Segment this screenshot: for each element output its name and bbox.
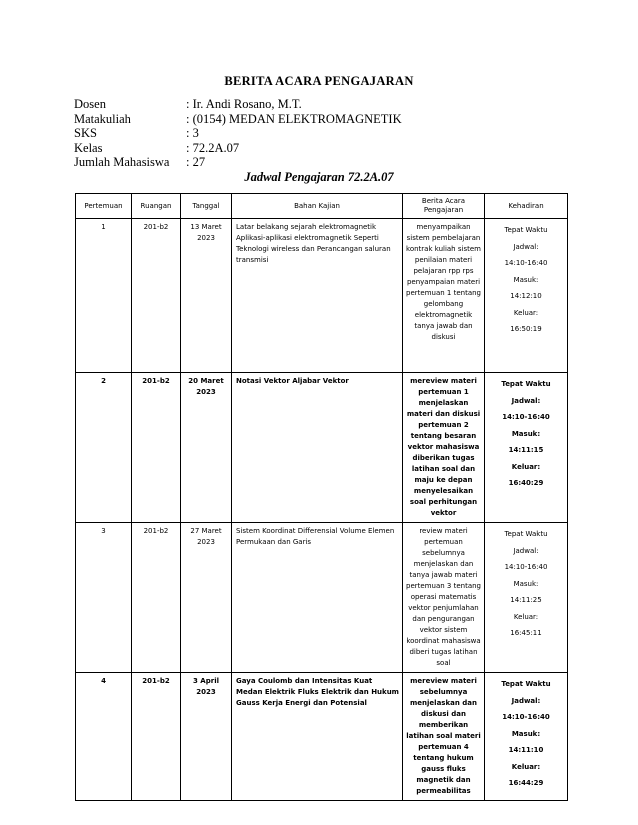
cell-ruangan: 201-b2 bbox=[132, 219, 181, 373]
attendance-value: 16:44:29 bbox=[508, 779, 544, 787]
attendance-value: 14:10-16:40 bbox=[504, 259, 548, 267]
cell-ruangan: 201-b2 bbox=[132, 673, 181, 801]
info-label: Jumlah Mahasiswa bbox=[74, 155, 170, 169]
cell-berita-acara: mereview materi pertemuan 1 menjelaskan materi dan diskusi pertemuan 2 tentang besaran vektor mahasiswa diberikan tugas latihan soal dan maju ke depan menyelesaikan soal perhitungan vektor bbox=[403, 373, 485, 523]
info-label: Kelas bbox=[74, 140, 103, 155]
attendance-value: 16:50:19 bbox=[510, 325, 542, 333]
cell-ruangan: 201-b2 bbox=[132, 373, 181, 523]
info-row-jumlah-mahasiswa bbox=[74, 155, 402, 170]
cell-bahan-kajian: Latar belakang sejarah elektromagnetik Aplikasi-aplikasi elektromagnetik Seperti Teknologi wireless dan Perancangan saluran transmisi bbox=[232, 219, 403, 373]
attendance-label: Keluar: bbox=[511, 462, 541, 471]
page-title: BERITA ACARA PENGAJARAN bbox=[224, 74, 414, 88]
cell-kehadiran bbox=[485, 523, 568, 673]
attendance-value: 16:45:11 bbox=[510, 629, 542, 637]
info-label: Matakuliah bbox=[74, 111, 131, 126]
cell-pertemuan: 1 bbox=[76, 219, 132, 373]
cell-kehadiran bbox=[485, 673, 568, 801]
attendance-label: Masuk: bbox=[511, 429, 541, 438]
cell-pertemuan: 2 bbox=[76, 373, 132, 523]
schedule-title: Jadwal Pengajaran 72.2A.07 bbox=[244, 170, 394, 184]
header-tanggal: Tanggal bbox=[181, 194, 232, 219]
attendance-status: Tepat Waktu bbox=[501, 380, 551, 388]
cell-bahan-kajian: Sistem Koordinat Differensial Volume Elemen Permukaan dan Garis bbox=[232, 523, 403, 673]
header-bahan-kajian: Bahan Kajian bbox=[232, 194, 403, 219]
info-value: : 3 bbox=[186, 126, 199, 140]
cell-berita-acara: review materi pertemuan sebelumnya menjelaskan dan tanya jawab materi pertemuan 3 tentang operasi matematis vektor penjumlahan dan pengurangan vektor sistem koordinat mahasiswa diberi tugas latihan soal bbox=[403, 523, 485, 673]
cell-bahan-kajian: Gaya Coulomb dan Intensitas Kuat Medan Elektrik Fluks Elektrik dan Hukum Gauss Kerja Energi dan Potensial bbox=[232, 673, 403, 801]
cell-ruangan: 201-b2 bbox=[132, 523, 181, 673]
attendance-value: 14:10-16:40 bbox=[502, 413, 550, 421]
table-header-row bbox=[76, 194, 568, 219]
attendance-value: 14:10-16:40 bbox=[502, 713, 550, 721]
attendance-value: 14:11:15 bbox=[508, 446, 544, 454]
cell-tanggal: 27 Maret 2023 bbox=[181, 523, 232, 673]
attendance-value: 14:11:25 bbox=[510, 596, 542, 604]
attendance-value: 14:10-16:40 bbox=[504, 563, 548, 571]
cell-bahan-kajian: Notasi Vektor Aljabar Vektor bbox=[232, 373, 403, 523]
info-value: : Ir. Andi Rosano, M.T. bbox=[186, 97, 302, 111]
cell-berita-acara: mereview materi sebelumnya menjelaskan dan diskusi dan memberikan latihan soal materi pertemuan 4 tentang hukum gauss fluks magnetik dan permeabilitas bbox=[403, 673, 485, 801]
table-row bbox=[76, 673, 568, 801]
cell-tanggal: 13 Maret 2023 bbox=[181, 219, 232, 373]
attendance-value: 14:11:10 bbox=[508, 746, 544, 754]
info-row-sks bbox=[74, 126, 402, 141]
header-kehadiran: Kehadiran bbox=[485, 194, 568, 219]
cell-kehadiran bbox=[485, 373, 568, 523]
schedule-table bbox=[75, 193, 568, 801]
header-ruangan: Ruangan bbox=[132, 194, 181, 219]
attendance-label: Keluar: bbox=[513, 308, 539, 317]
header-pertemuan: Pertemuan bbox=[76, 194, 132, 219]
info-value: : 72.2A.07 bbox=[186, 140, 240, 155]
attendance-label: Keluar: bbox=[513, 612, 539, 621]
info-label: SKS bbox=[74, 126, 97, 140]
cell-berita-acara: menyampaikan sistem pembelajaran kontrak kuliah sistem penilaian materi pelajaran rpp rps penyampaian materi pertemuan 1 tentang gelombang elektromagnetik tanya jawab dan diskusi bbox=[403, 219, 485, 373]
attendance-label: Keluar: bbox=[511, 762, 541, 771]
header-berita-acara: Berita Acara Pengajaran bbox=[403, 194, 485, 219]
info-row-dosen bbox=[74, 97, 402, 112]
cell-tanggal: 3 April 2023 bbox=[181, 673, 232, 801]
attendance-label: Masuk: bbox=[511, 729, 541, 738]
attendance-label: Jadwal: bbox=[511, 396, 541, 405]
cell-kehadiran bbox=[485, 219, 568, 373]
attendance-label: Masuk: bbox=[513, 579, 539, 588]
cell-tanggal: 20 Maret 2023 bbox=[181, 373, 232, 523]
attendance-value: 16:40:29 bbox=[508, 479, 544, 487]
info-value: : (0154) MEDAN ELEKTROMAGNETIK bbox=[186, 111, 402, 126]
attendance-label: Jadwal: bbox=[511, 696, 541, 705]
attendance-status: Tepat Waktu bbox=[504, 530, 548, 538]
attendance-label: Jadwal: bbox=[513, 546, 539, 555]
info-value: : 27 bbox=[186, 155, 206, 169]
cell-pertemuan: 3 bbox=[76, 523, 132, 673]
course-info bbox=[74, 97, 402, 170]
attendance-status: Tepat Waktu bbox=[504, 226, 548, 234]
table-row bbox=[76, 523, 568, 673]
info-label: Dosen bbox=[74, 97, 106, 111]
info-row-kelas bbox=[74, 141, 402, 156]
attendance-status: Tepat Waktu bbox=[501, 680, 551, 688]
info-row-matakuliah bbox=[74, 112, 402, 127]
table-row bbox=[76, 219, 568, 373]
attendance-value: 14:12:10 bbox=[510, 292, 542, 300]
attendance-label: Masuk: bbox=[513, 275, 539, 284]
table-row bbox=[76, 373, 568, 523]
attendance-label: Jadwal: bbox=[513, 242, 539, 251]
cell-pertemuan: 4 bbox=[76, 673, 132, 801]
